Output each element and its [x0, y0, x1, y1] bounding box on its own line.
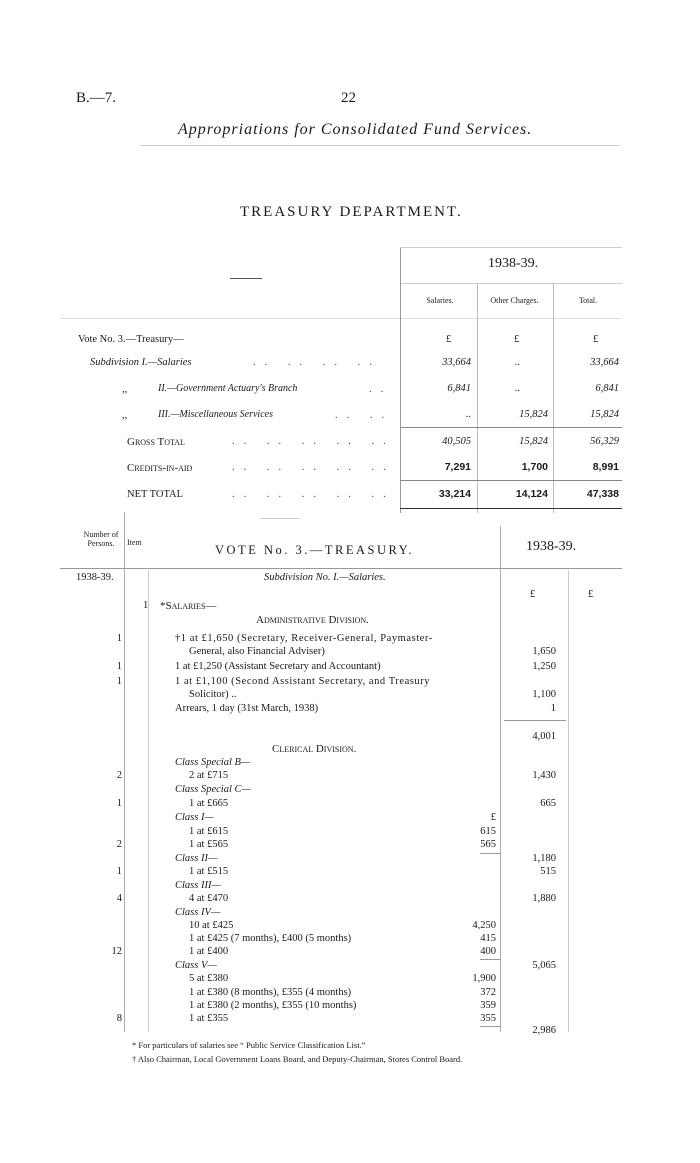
line-description: 1 at £565	[189, 839, 229, 850]
amount-cell: 1,250	[532, 661, 556, 672]
persons-count: 2	[116, 839, 122, 850]
summary-cell: 33,214	[438, 488, 471, 500]
line-description: 1 at £665	[189, 798, 229, 809]
amount-cell: 1	[550, 703, 556, 714]
leader-dots: .. .. .. .. ..	[232, 489, 395, 500]
line-description: General, also Financial Adviser)	[189, 646, 325, 657]
amount-cell: 615	[480, 826, 496, 837]
line-description: 1 at £1,250 (Assistant Secretary and Accountant)	[175, 661, 381, 672]
amount-cell: 355	[480, 1013, 496, 1024]
amount-cell: 1,180	[532, 853, 556, 864]
summary-cell: 56,329	[590, 436, 619, 447]
page-number: 22	[341, 90, 356, 106]
salaries-heading: *Salaries—	[160, 600, 217, 612]
administrative-division-heading: Administrative Division.	[256, 614, 369, 626]
summary-year: 1938-39.	[488, 256, 539, 271]
summary-row-label: Credits-in-aid	[127, 462, 193, 474]
summary-cell: 33,664	[442, 357, 471, 368]
summary-cell: 40,505	[442, 436, 471, 447]
persons-count: 1	[116, 633, 122, 644]
summary-row-label: Gross Total	[127, 436, 185, 448]
currency-symbol: £	[446, 334, 452, 345]
line-description: 1 at £515	[189, 866, 229, 877]
currency-symbol: £	[514, 334, 520, 345]
line-description: 1 at £1,100 (Second Assistant Secretary, and Treasury	[175, 676, 431, 687]
detail-column-rule	[124, 512, 125, 1032]
summary-cell: 15,824	[590, 409, 619, 420]
page-subtitle: Appropriations for Consolidated Fund Services.	[178, 121, 533, 138]
amount-cell: 1,650	[532, 646, 556, 657]
column-header-salaries: Salaries.	[426, 296, 454, 305]
line-description: Solicitor) ..	[189, 689, 237, 700]
amount-cell: 4,001	[532, 731, 556, 742]
amount-cell: 1,430	[532, 770, 556, 781]
amount-cell: 565	[480, 839, 496, 850]
subtotal-rule	[480, 959, 500, 960]
detail-column-rule	[500, 526, 501, 1032]
persons-count: 1	[116, 866, 122, 877]
summary-dash	[230, 278, 262, 279]
line-description: 1 at £425 (7 months), £400 (5 months)	[189, 933, 352, 944]
summary-bottom-rule	[400, 508, 622, 509]
amount-cell: 415	[480, 933, 496, 944]
persons-count: 12	[111, 946, 122, 957]
amount-cell: 1,900	[472, 973, 496, 984]
leader-dots: .. .. .. .. ..	[232, 462, 395, 473]
summary-subtotal-rule	[400, 427, 622, 428]
amount-cell: 359	[480, 1000, 496, 1011]
line-description: Arrears, 1 day (31st March, 1938)	[175, 703, 319, 714]
summary-cell: ..	[514, 383, 520, 394]
page-reference: B.—7.	[76, 90, 117, 106]
summary-row-label: Subdivision I.—Salaries	[90, 357, 192, 368]
vote-title: VOTE No. 3.—TREASURY.	[215, 543, 415, 557]
leader-dots: .. .. .. .. ..	[232, 436, 395, 447]
summary-cell: ..	[465, 409, 471, 420]
summary-top-rule	[400, 247, 622, 248]
line-description: Class III—	[175, 880, 221, 891]
column-header-persons: Number of Persons.	[83, 530, 119, 548]
detail-column-rule	[148, 570, 149, 1032]
amount-cell: 515	[540, 866, 556, 877]
header-rule	[140, 145, 620, 146]
currency-symbol: £	[530, 589, 536, 600]
line-description: Class II—	[175, 853, 218, 864]
subtotal-rule	[480, 853, 500, 854]
amount-cell: 665	[540, 798, 556, 809]
summary-cell: 15,824	[519, 409, 548, 420]
vote-label: Vote No. 3.—Treasury—	[78, 334, 184, 345]
line-description: Class Special B—	[175, 757, 251, 768]
line-description: †1 at £1,650 (Secretary, Receiver-General, Paymaster-	[175, 633, 433, 644]
persons-count: 2	[116, 770, 122, 781]
summary-row-label: NET TOTAL	[127, 489, 184, 500]
subtotal-rule	[480, 1026, 500, 1027]
persons-count: 4	[116, 893, 122, 904]
persons-year: 1938-39.	[76, 572, 114, 583]
amount-cell: £	[490, 812, 496, 823]
amount-cell: 400	[480, 946, 496, 957]
summary-year-rule	[400, 283, 622, 284]
item-number: 1	[143, 600, 149, 611]
persons-count: 8	[116, 1013, 122, 1024]
amount-cell: 1,100	[532, 689, 556, 700]
summary-cell: ..	[514, 357, 520, 368]
persons-count: 1	[116, 798, 122, 809]
currency-symbol: £	[593, 334, 599, 345]
line-description: 4 at £470	[189, 893, 229, 904]
amount-cell: 372	[480, 987, 496, 998]
summary-row-label: II.—Government Actuary's Branch	[158, 383, 298, 394]
detail-column-rule	[568, 570, 569, 1032]
line-description: 10 at £425	[189, 920, 234, 931]
department-title: TREASURY DEPARTMENT.	[240, 204, 463, 220]
ditto-mark: ,,	[122, 410, 128, 421]
leader-dots: ..	[369, 384, 393, 395]
summary-divider	[400, 248, 401, 513]
line-description: Class IV—	[175, 907, 221, 918]
summary-divider	[553, 284, 554, 513]
summary-cell: 7,291	[444, 461, 471, 473]
line-description: 1 at £380 (2 months), £355 (10 months)	[189, 1000, 357, 1011]
summary-cell: 47,338	[586, 488, 619, 500]
summary-net-rule	[400, 480, 622, 481]
line-description: Class V—	[175, 960, 217, 971]
summary-cell: 15,824	[519, 436, 548, 447]
summary-cell: 6,841	[595, 383, 619, 394]
column-header-item: Item	[127, 538, 142, 547]
persons-count: 1	[116, 661, 122, 672]
ditto-mark: ,,	[122, 384, 128, 395]
summary-cell: 1,700	[521, 461, 548, 473]
clerical-division-heading: Clerical Division.	[272, 743, 357, 755]
line-description: 1 at £355	[189, 1013, 229, 1024]
leader-dots: .. .. .. ..	[253, 357, 381, 368]
line-description: 2 at £715	[189, 770, 229, 781]
line-description: 1 at £615	[189, 826, 229, 837]
amount-cell: 1,880	[532, 893, 556, 904]
subdivision-title: Subdivision No. I.—Salaries.	[264, 572, 386, 583]
summary-row-label: III.—Miscellaneous Services	[158, 409, 273, 420]
leader-dots: .. ..	[335, 410, 394, 421]
footnote: * For particulars of salaries see “ Public Service Classification List.”	[132, 1040, 366, 1050]
amount-cell: 5,065	[532, 960, 556, 971]
separator-dash	[260, 518, 300, 519]
footnote: † Also Chairman, Local Government Loans Board, and Deputy-Chairman, Stores Control Board.	[132, 1054, 463, 1064]
line-description: 1 at £380 (8 months), £355 (4 months)	[189, 987, 352, 998]
line-description: 1 at £400	[189, 946, 229, 957]
summary-divider	[477, 284, 478, 513]
detail-header-rule	[60, 568, 622, 569]
summary-cell: 6,841	[447, 383, 471, 394]
column-header-other-charges: Other Charges.	[490, 296, 539, 305]
line-description: Class Special C—	[175, 784, 251, 795]
amount-cell: 4,250	[472, 920, 496, 931]
amount-cell: 2,986	[532, 1025, 556, 1036]
summary-cell: 33,664	[590, 357, 619, 368]
subtotal-rule	[504, 720, 566, 721]
summary-column-rule	[60, 318, 622, 319]
currency-symbol: £	[588, 589, 594, 600]
column-header-total: Total.	[578, 296, 598, 305]
detail-year: 1938-39.	[526, 539, 577, 554]
line-description: Class I—	[175, 812, 214, 823]
summary-cell: 8,991	[592, 461, 619, 473]
summary-cell: 14,124	[515, 488, 548, 500]
persons-count: 1	[116, 676, 122, 687]
line-description: 5 at £380	[189, 973, 229, 984]
